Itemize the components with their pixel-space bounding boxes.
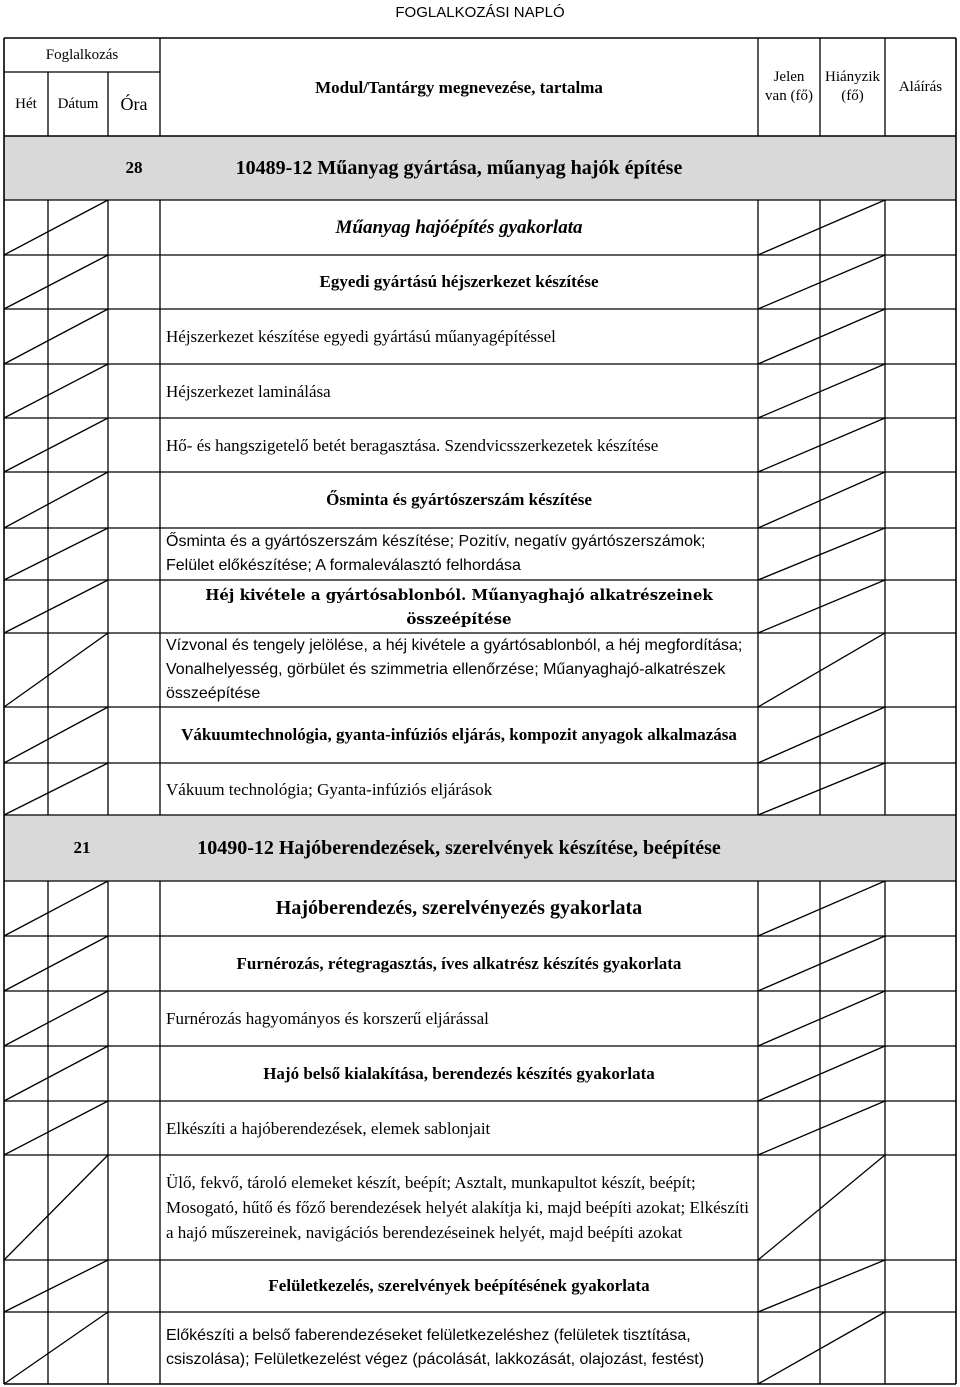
cell-slash <box>4 1260 108 1312</box>
row-topic-text: Furnérozás, rétegragasztás, íves alkatrész készítés gyakorlata <box>236 953 682 973</box>
cell-slash <box>4 309 108 364</box>
cell-slash <box>4 707 108 763</box>
row-item-text: Elkészíti a hajóberendezések, elemek sablonjait <box>166 1118 491 1138</box>
header-ora-text: Óra <box>120 93 148 114</box>
row-topic <box>160 936 758 991</box>
cell-slash <box>758 763 885 815</box>
header-foglalkozas-text: Foglalkozás <box>45 46 119 63</box>
row-item-text: Héjszerkezet laminálása <box>166 381 331 401</box>
row-topic-text: Vákuumtechnológia, gyanta-infúziós eljárás, kompozit anyagok alkalmazása <box>181 725 737 744</box>
header-modul <box>160 38 758 136</box>
cell-slash <box>758 1046 885 1101</box>
row-hours-text: 28 <box>125 158 143 177</box>
cell-slash <box>4 763 108 815</box>
row-module <box>160 136 758 200</box>
row-item-text: Furnérozás hagyományos és korszerű eljárással <box>166 1009 489 1028</box>
cell-slash <box>758 1260 885 1312</box>
row-item-text: Héjszerkezet készítése egyedi gyártású műanyagépítéssel <box>166 327 556 346</box>
cell-slash <box>4 1155 108 1260</box>
cell-slash <box>4 580 108 633</box>
header-ora <box>108 72 160 136</box>
row-item-text: Hő- és hangszigetelő betét beragasztása. Szendvicsszerkezetek készítése <box>166 435 659 455</box>
cell-slash <box>4 1101 108 1155</box>
row-item-sans <box>160 1312 758 1384</box>
header-alairas-text: Aláírás <box>898 78 943 95</box>
cell-slash <box>758 309 885 364</box>
header-het-text: Hét <box>15 95 37 112</box>
header-hianyzik <box>820 38 885 136</box>
row-item-sans-text: Vízvonal és tengely jelölése, a héj kivétele a gyártósablonból, a héj megfordítása; Vonalhelyesség, görbület és szimmetria ellenőrzése; Műanyaghajó-alkatrészek összeépítése <box>166 637 743 702</box>
row-topic-sans-text: Héj kivétele a gyártósablonból. Műanyaghajó alkatrészeinek összeépítése <box>205 585 713 628</box>
header-alairas <box>885 38 956 136</box>
row-item <box>160 763 758 815</box>
row-item-sans-text: Ősminta és a gyártószerszám készítése; Pozitív, negatív gyártószerszámok; Felület előkészítése; A formaleválasztó felhordása <box>166 533 706 574</box>
cell-slash <box>4 255 108 309</box>
cell-slash <box>758 633 885 707</box>
cell-slash <box>4 1046 108 1101</box>
row-topic <box>160 472 758 528</box>
cell-slash <box>4 418 108 472</box>
cell-slash <box>758 1101 885 1155</box>
cell-slash <box>4 200 108 255</box>
header-datum <box>48 72 108 136</box>
header-foglalkozas <box>4 38 160 72</box>
cell-slash <box>4 633 108 707</box>
row-subject-text: Műanyag hajóépítés gyakorlata <box>335 216 583 238</box>
cell-slash <box>758 580 885 633</box>
cell-slash <box>4 1312 108 1384</box>
row-hours <box>4 815 160 881</box>
row-item <box>160 1155 758 1260</box>
row-topic-text: Hajó belső kialakítása, berendezés készítés gyakorlata <box>263 1063 655 1083</box>
row-subject-text: Hajóberendezés, szerelvényezés gyakorlata <box>275 897 643 919</box>
row-item-sans <box>160 528 758 580</box>
header-het <box>4 72 48 136</box>
cell-slash <box>758 364 885 418</box>
row-item <box>160 309 758 364</box>
row-hours-text: 21 <box>73 838 91 857</box>
cell-slash <box>758 707 885 763</box>
cell-slash <box>4 528 108 580</box>
page-title: FOGLALKOZÁSI NAPLÓ <box>395 4 565 21</box>
row-module-text: 10489-12 Műanyag gyártása, műanyag hajók építése <box>235 157 683 179</box>
row-hours <box>108 136 160 200</box>
row-item-text: Ülő, fekvő, tároló elemeket készít, beépít; Asztalt, munkapultot készít, beépít; Mosogató, hűtő és főző berendezések helyét alakítja ki, majd beépíti azokat; Elkészíti a hajó műszereinek, navigációs berendezéseinek helyét, majd beépíti azokat <box>166 1173 749 1242</box>
row-item <box>160 418 758 472</box>
row-item <box>160 364 758 418</box>
row-item-sans <box>160 633 758 707</box>
cell-slash <box>758 418 885 472</box>
cell-slash <box>758 200 885 255</box>
cell-slash <box>4 472 108 528</box>
cell-slash <box>758 881 885 936</box>
header-jelen <box>758 38 820 136</box>
cell-slash <box>4 881 108 936</box>
cell-slash <box>758 1312 885 1384</box>
row-item-text: Vákuum technológia; Gyanta-infúziós eljárások <box>166 779 493 799</box>
row-topic <box>160 255 758 309</box>
row-topic-text: Felületkezelés, szerelvények beépítésének gyakorlata <box>268 1276 650 1295</box>
row-module <box>160 815 758 881</box>
cell-slash <box>758 255 885 309</box>
cell-slash <box>758 1155 885 1260</box>
row-module-text: 10490-12 Hajóberendezések, szerelvények készítése, beépítése <box>197 837 721 859</box>
cell-slash <box>758 936 885 991</box>
row-topic <box>160 707 758 763</box>
row-topic-sans <box>160 580 758 633</box>
cell-slash <box>758 991 885 1046</box>
row-item <box>160 1101 758 1155</box>
row-item <box>160 991 758 1046</box>
cell-slash <box>4 364 108 418</box>
header-modul-text: Modul/Tantárgy megnevezése, tartalma <box>315 77 603 97</box>
header-jelen-text: Jelen van (fő) <box>765 69 813 104</box>
row-topic-text: Egyedi gyártású héjszerkezet készítése <box>319 272 599 291</box>
header-hianyzik-text: Hiányzik (fő) <box>825 69 880 104</box>
row-topic-text: Ősminta és gyártószerszám készítése <box>326 490 592 509</box>
cell-slash <box>4 991 108 1046</box>
row-subject <box>160 881 758 936</box>
row-topic <box>160 1260 758 1312</box>
cell-slash <box>4 936 108 991</box>
row-item-sans-text: Előkészíti a belső faberendezéseket felületkezeléshez (felületek tisztítása, csiszolása); Felületkezelést végez (pácolását, lakkozását, olajozást, festést) <box>166 1327 705 1368</box>
row-subject <box>160 200 758 255</box>
cell-slash <box>758 528 885 580</box>
row-topic <box>160 1046 758 1101</box>
header-datum-text: Dátum <box>57 95 99 112</box>
cell-slash <box>758 472 885 528</box>
